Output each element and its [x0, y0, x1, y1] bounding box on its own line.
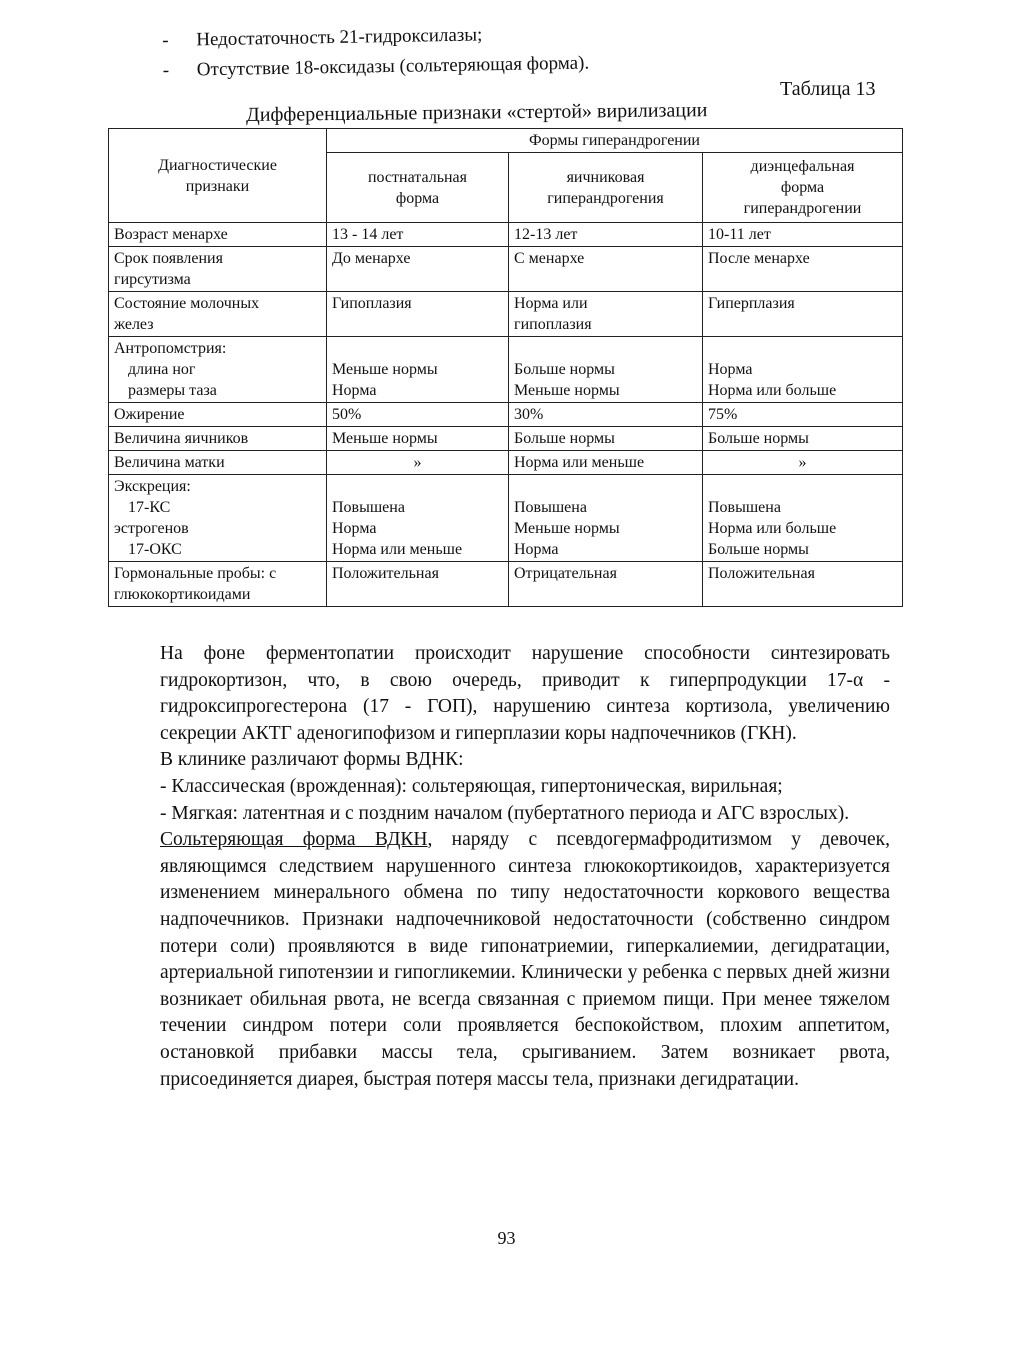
- table-header-row: [109, 129, 903, 153]
- table-cell: 12-13 лет: [509, 223, 703, 247]
- differential-table: [108, 128, 903, 607]
- row-label: Величина яичников: [109, 427, 327, 451]
- bullet-marker: -: [162, 29, 169, 51]
- group-header-cell: Формы гиперандрогении: [327, 129, 903, 153]
- table-row: [109, 403, 903, 427]
- table-cell: Повышена Норма или больше Больше нормы: [703, 475, 903, 562]
- table-row: [109, 337, 903, 403]
- table-cell: Гиперплазия: [703, 292, 903, 337]
- table-title: Дифференциальные признаки «стертой» вирилизации: [246, 99, 708, 126]
- bullet-item: - Недостаточность 21-гидроксилазы;: [162, 19, 589, 56]
- table-cell: Больше нормы Меньше нормы: [509, 337, 703, 403]
- underlined-term: Сольтеряющая форма ВДКН: [160, 829, 428, 851]
- table-cell: Отрицательная: [509, 562, 703, 607]
- paragraph: Сольтеряющая форма ВДКН, наряду с псевдогермафродитизмом у девочек, являющимся следствием нарушенного синтеза глюкокортикоидов, характеризуется изменением минерального обмена по типу недостаточности коркового вещества надпочечников. Признаки надпочечниковой недостаточности (собственно синдром потери соли) проявляются в виде гипонатриемии, гиперкалиемии, дегидратации, артериальной гипотензии и гипогликемии. Клинически у ребенка с первых дней жизни возникает обильная рвота, не всегда связанная с приемом пищи. При менее тяжелом течении синдром потери соли проявляется беспокойством, плохим аппетитом, остановкой прибавки массы тела, срыгиванием. Затем возникает рвота, присоединяется диарея, быстрая потеря массы тела, признаки дегидратации.: [160, 829, 890, 1090]
- table-number: Таблица 13: [780, 78, 876, 100]
- table-cell: Меньше нормы Норма: [327, 337, 509, 403]
- table-cell: С менархе: [509, 247, 703, 292]
- table-cell: Положительная: [703, 562, 903, 607]
- bullet-list: [162, 19, 589, 86]
- col-header-diencephalic: диэнцефальная форма гиперандрогении: [703, 153, 903, 223]
- table-row: [109, 562, 903, 607]
- table-cell: Норма или меньше: [509, 451, 703, 475]
- bullet-item: - Отсутствие 18-оксидазы (сольтеряющая форма).: [163, 49, 590, 86]
- row-label: Антропомстрия: длина ног размеры таза: [109, 337, 327, 403]
- table-row: [109, 451, 903, 475]
- table-cell: Норма Норма или больше: [703, 337, 903, 403]
- row-label: Ожирение: [109, 403, 327, 427]
- paragraph: - Классическая (врожденная): сольтеряющая, гипертоническая, вирильная;: [160, 775, 783, 797]
- row-label: Возраст менархе: [109, 223, 327, 247]
- table-cell: Больше нормы: [703, 427, 903, 451]
- row-label: Экскреция: 17-КС эстрогенов 17-ОКС: [109, 475, 327, 562]
- col-header-postnatal: постнатальная форма: [327, 153, 509, 223]
- table-cell: Больше нормы: [509, 427, 703, 451]
- table-cell: Меньше нормы: [327, 427, 509, 451]
- table-cell: Положительная: [327, 562, 509, 607]
- table-cell: »: [327, 451, 509, 475]
- table-row: [109, 427, 903, 451]
- table-row: [109, 475, 903, 562]
- table-cell: 13 - 14 лет: [327, 223, 509, 247]
- table-cell: 30%: [509, 403, 703, 427]
- table-cell: »: [703, 451, 903, 475]
- table-row: [109, 292, 903, 337]
- page-number: 93: [497, 1228, 516, 1248]
- table-cell: До менархе: [327, 247, 509, 292]
- row-label: Величина матки: [109, 451, 327, 475]
- table-row: [109, 247, 903, 292]
- table-cell: 75%: [703, 403, 903, 427]
- bullet-marker: -: [162, 59, 170, 81]
- table-cell: Повышена Норма Норма или меньше: [327, 475, 509, 562]
- col-header-ovarian: яичниковая гиперандрогения: [509, 153, 703, 223]
- body-text: [160, 641, 890, 1093]
- table-cell: 50%: [327, 403, 509, 427]
- row-label: Состояние молочных желез: [109, 292, 327, 337]
- table-cell: Повышена Меньше нормы Норма: [509, 475, 703, 562]
- table-cell: Норма или гипоплазия: [509, 292, 703, 337]
- paragraph: - Мягкая: латентная и с поздним началом (пубертатного периода и АГС взрослых).: [160, 802, 850, 824]
- table-cell: Гипоплазия: [327, 292, 509, 337]
- table-cell: После менархе: [703, 247, 903, 292]
- paragraph: На фоне ферментопатии происходит нарушение способности синтезировать гидрокортизон, что, в свою очередь, приводит к гиперпродукции 17-α - гидроксипрогестерона (17 - ГОП), нарушению синтеза кортизола, увеличению секреции АКТГ аденогипофизом и гиперплазии коры надпочечников (ГКН).: [160, 643, 890, 744]
- row-label: Гормональные пробы: с глюкокортикоидами: [109, 562, 327, 607]
- paragraph: В клинике различают формы ВДНК:: [160, 749, 464, 771]
- table-row: [109, 223, 903, 247]
- row-label: Срок появления гирсутизма: [109, 247, 327, 292]
- table-cell: 10-11 лет: [703, 223, 903, 247]
- diag-header-cell: Диагностические признаки: [109, 129, 327, 223]
